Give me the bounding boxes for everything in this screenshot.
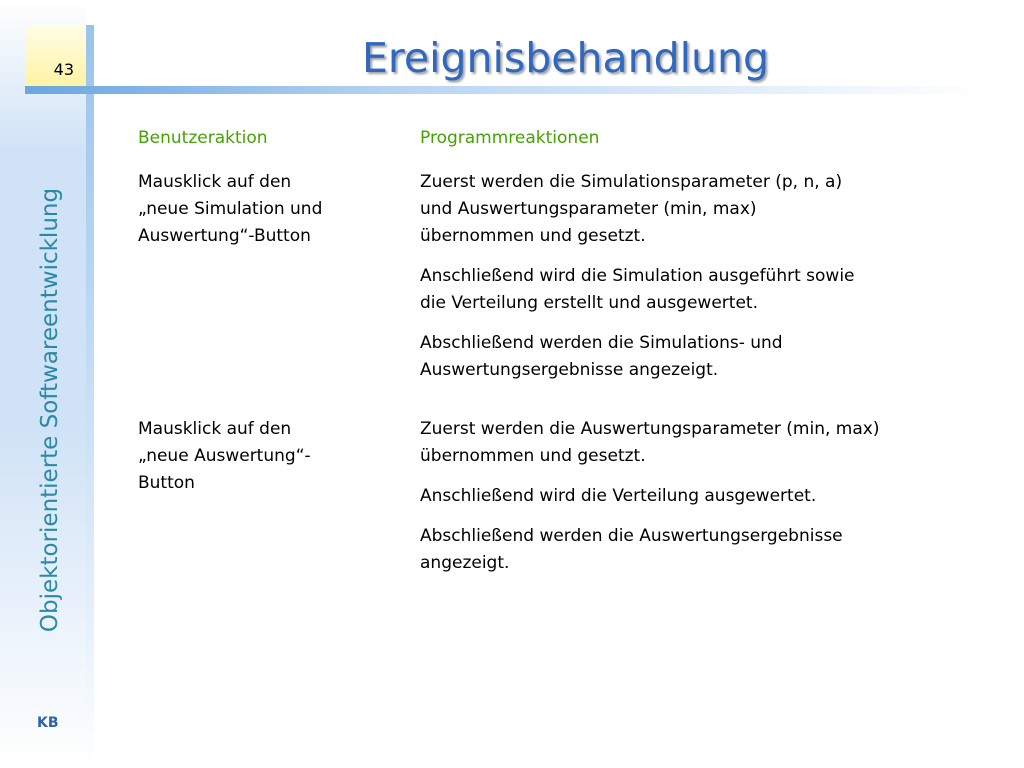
row-2-reaction-3: Abschließend werden die Auswertungsergebnisse angezeigt.	[420, 526, 843, 573]
course-title-vertical: Objektorientierte Softwareentwicklung	[37, 187, 63, 633]
row-1-reaction-2: Anschließend wird die Simulation ausgeführt sowie die Verteilung erstellt und ausgewertet.	[420, 266, 855, 313]
row-1-reaction-1: Zuerst werden die Simulationsparameter (p, n, a) und Auswertungsparameter (min, max) übernommen und gesetzt.	[420, 172, 843, 246]
slide-title: Ereignisbehandlung	[362, 34, 769, 82]
author-initials: KB	[37, 715, 59, 731]
column-header-action: Benutzeraktion	[138, 128, 268, 148]
row-2-reaction-1: Zuerst werden die Auswertungsparameter (min, max) übernommen und gesetzt.	[420, 419, 880, 466]
row-1-action: Mausklick auf den „neue Simulation und Auswertung“-Button	[138, 172, 323, 246]
row-2-action: Mausklick auf den „neue Auswertung“- Button	[138, 419, 311, 493]
horizontal-rule	[25, 86, 985, 94]
row-1-reactions	[420, 169, 980, 397]
page-number-box	[25, 25, 86, 86]
vertical-rule	[86, 25, 94, 768]
row-2-reactions	[420, 416, 980, 590]
page-number: 43	[53, 60, 74, 79]
row-2-reaction-2: Anschließend wird die Verteilung ausgewertet.	[420, 486, 817, 506]
row-1-reaction-3: Abschließend werden die Simulations- und Auswertungsergebnisse angezeigt.	[420, 333, 783, 380]
column-header-reaction: Programmreaktionen	[420, 128, 600, 148]
